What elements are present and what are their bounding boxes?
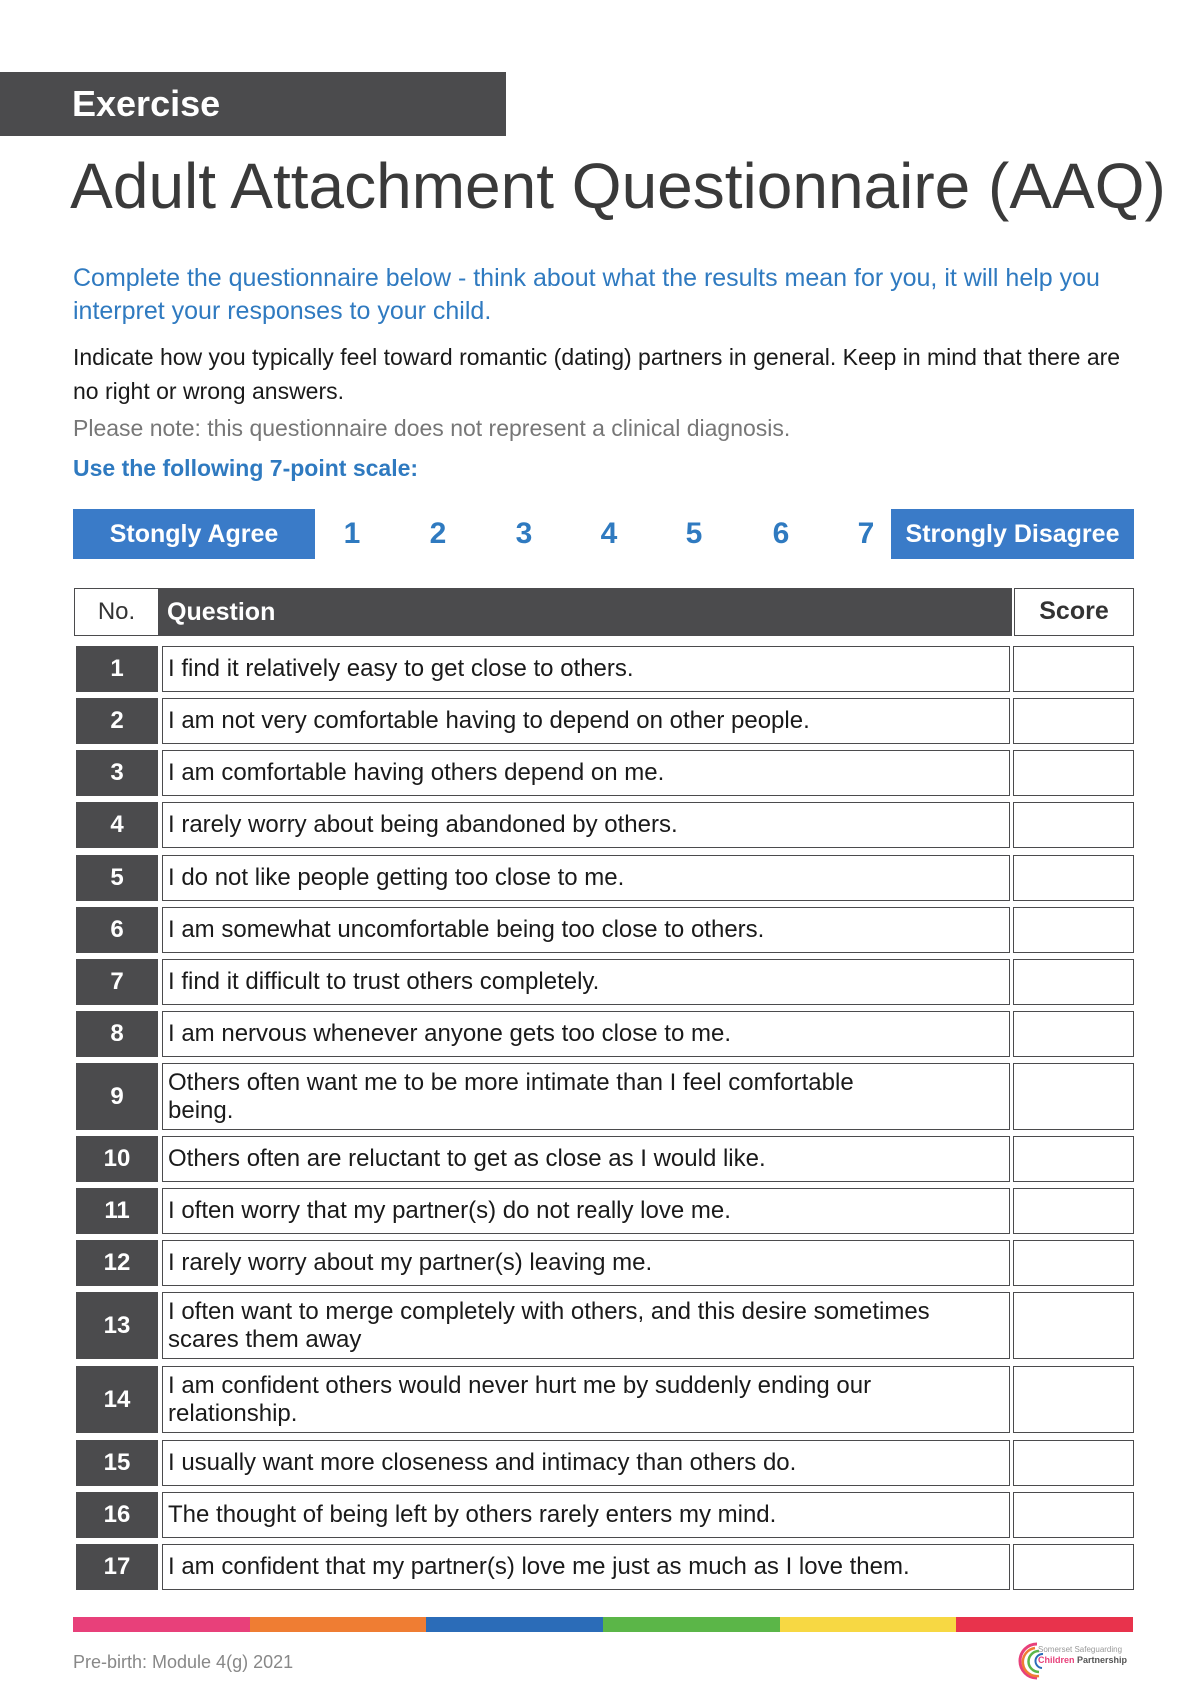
question-row bbox=[76, 750, 1134, 796]
question-number: 11 bbox=[76, 1188, 158, 1234]
question-row bbox=[76, 646, 1134, 692]
question-row bbox=[76, 1063, 1134, 1130]
question-text: I usually want more closeness and intimacy than others do. bbox=[162, 1440, 1010, 1486]
question-number: 1 bbox=[76, 646, 158, 692]
question-text: I often want to merge completely with others, and this desire sometimes scares them away bbox=[162, 1292, 1010, 1359]
score-field[interactable] bbox=[1013, 1240, 1134, 1286]
score-field[interactable] bbox=[1013, 646, 1134, 692]
color-segment bbox=[780, 1617, 957, 1632]
rating-scale bbox=[73, 509, 1134, 559]
score-field[interactable] bbox=[1013, 1188, 1134, 1234]
score-field[interactable] bbox=[1013, 1440, 1134, 1486]
question-row bbox=[76, 698, 1134, 744]
question-text: I do not like people getting too close to me. bbox=[162, 855, 1010, 901]
question-number: 14 bbox=[76, 1366, 158, 1433]
question-number: 2 bbox=[76, 698, 158, 744]
score-field[interactable] bbox=[1013, 1136, 1134, 1182]
question-row bbox=[76, 959, 1134, 1005]
question-text: Others often are reluctant to get as close as I would like. bbox=[162, 1136, 1010, 1182]
header-no: No. bbox=[74, 588, 159, 636]
question-text: The thought of being left by others rarely enters my mind. bbox=[162, 1492, 1010, 1538]
question-number: 7 bbox=[76, 959, 158, 1005]
question-number: 15 bbox=[76, 1440, 158, 1486]
score-field[interactable] bbox=[1013, 1011, 1134, 1057]
logo-children: Children bbox=[1038, 1655, 1075, 1665]
question-text: I find it relatively easy to get close to others. bbox=[162, 646, 1010, 692]
footer-module-label: Pre-birth: Module 4(g) 2021 bbox=[73, 1652, 294, 1672]
page-title: Adult Attachment Questionnaire (AAQ) bbox=[70, 150, 1166, 222]
score-field[interactable] bbox=[1013, 855, 1134, 901]
question-number: 12 bbox=[76, 1240, 158, 1286]
question-text: I often worry that my partner(s) do not really love me. bbox=[162, 1188, 1010, 1234]
scale-point: 2 bbox=[429, 517, 447, 550]
color-segment bbox=[250, 1617, 427, 1632]
score-field[interactable] bbox=[1013, 959, 1134, 1005]
table-header bbox=[74, 588, 1134, 636]
question-row bbox=[76, 802, 1134, 848]
question-row bbox=[76, 907, 1134, 953]
logo-line-2 bbox=[1038, 1655, 1138, 1666]
color-segment bbox=[956, 1617, 1133, 1632]
question-number: 13 bbox=[76, 1292, 158, 1359]
question-text: I rarely worry about my partner(s) leaving me. bbox=[162, 1240, 1010, 1286]
score-field[interactable] bbox=[1013, 750, 1134, 796]
score-field[interactable] bbox=[1013, 1292, 1134, 1359]
question-text: I am confident others would never hurt me by suddenly ending our relationship. bbox=[162, 1366, 1010, 1433]
score-field[interactable] bbox=[1013, 698, 1134, 744]
logo-line-1: Somerset Safeguarding bbox=[1038, 1645, 1123, 1654]
question-row bbox=[76, 1292, 1134, 1359]
color-segment bbox=[603, 1617, 780, 1632]
score-field[interactable] bbox=[1013, 1492, 1134, 1538]
score-field[interactable] bbox=[1013, 1063, 1134, 1130]
question-row bbox=[76, 1440, 1134, 1486]
question-number: 16 bbox=[76, 1492, 158, 1538]
question-number: 17 bbox=[76, 1544, 158, 1590]
score-field[interactable] bbox=[1013, 907, 1134, 953]
question-row bbox=[76, 1544, 1134, 1590]
logo-wordmark bbox=[1038, 1644, 1138, 1666]
score-field[interactable] bbox=[1013, 802, 1134, 848]
disclaimer-note: Please note: this questionnaire does not represent a clinical diagnosis. bbox=[73, 415, 791, 441]
question-number: 6 bbox=[76, 907, 158, 953]
question-text: I am somewhat uncomfortable being too close to others. bbox=[162, 907, 1010, 953]
color-stripe bbox=[73, 1617, 1133, 1632]
question-text: Others often want me to be more intimate than I feel comfortable being. bbox=[162, 1063, 1010, 1130]
question-row bbox=[76, 1366, 1134, 1433]
question-number: 8 bbox=[76, 1011, 158, 1057]
scale-point: 1 bbox=[343, 517, 361, 550]
question-number: 10 bbox=[76, 1136, 158, 1182]
question-number: 3 bbox=[76, 750, 158, 796]
question-row bbox=[76, 1011, 1134, 1057]
question-number: 4 bbox=[76, 802, 158, 848]
header-score: Score bbox=[1014, 588, 1134, 636]
scale-point: 5 bbox=[685, 517, 703, 550]
question-text: I am confident that my partner(s) love me just as much as I love them. bbox=[162, 1544, 1010, 1590]
color-segment bbox=[426, 1617, 603, 1632]
color-segment bbox=[73, 1617, 250, 1632]
scale-point: 6 bbox=[772, 517, 790, 550]
scale-heading: Use the following 7-point scale: bbox=[73, 455, 419, 481]
question-row bbox=[76, 1188, 1134, 1234]
scale-strongly-agree-label: Stongly Agree bbox=[73, 509, 315, 559]
question-text: I rarely worry about being abandoned by others. bbox=[162, 802, 1010, 848]
question-row bbox=[76, 1240, 1134, 1286]
logo-partnership: Partnership bbox=[1074, 1655, 1128, 1665]
intro-text: Complete the questionnaire below - think about what the results mean for you, it will help you interpret your responses to your child. bbox=[73, 264, 1100, 325]
question-text: I find it difficult to trust others completely. bbox=[162, 959, 1010, 1005]
question-row bbox=[76, 1136, 1134, 1182]
question-number: 5 bbox=[76, 855, 158, 901]
scale-point: 3 bbox=[515, 517, 533, 550]
scale-point: 4 bbox=[600, 517, 618, 550]
question-text: I am not very comfortable having to depend on other people. bbox=[162, 698, 1010, 744]
question-row bbox=[76, 1492, 1134, 1538]
instructions-text: Indicate how you typically feel toward romantic (dating) partners in general. Keep in mind that there are no right or wrong answers. bbox=[73, 344, 1121, 404]
question-row bbox=[76, 855, 1134, 901]
scale-strongly-disagree-label: Strongly Disagree bbox=[891, 509, 1134, 559]
score-field[interactable] bbox=[1013, 1544, 1134, 1590]
question-text: I am nervous whenever anyone gets too close to me. bbox=[162, 1011, 1010, 1057]
exercise-banner: Exercise bbox=[0, 72, 506, 136]
scale-point: 7 bbox=[857, 517, 875, 550]
header-question: Question bbox=[159, 588, 1012, 636]
question-number: 9 bbox=[76, 1063, 158, 1130]
score-field[interactable] bbox=[1013, 1366, 1134, 1433]
question-text: I am comfortable having others depend on me. bbox=[162, 750, 1010, 796]
